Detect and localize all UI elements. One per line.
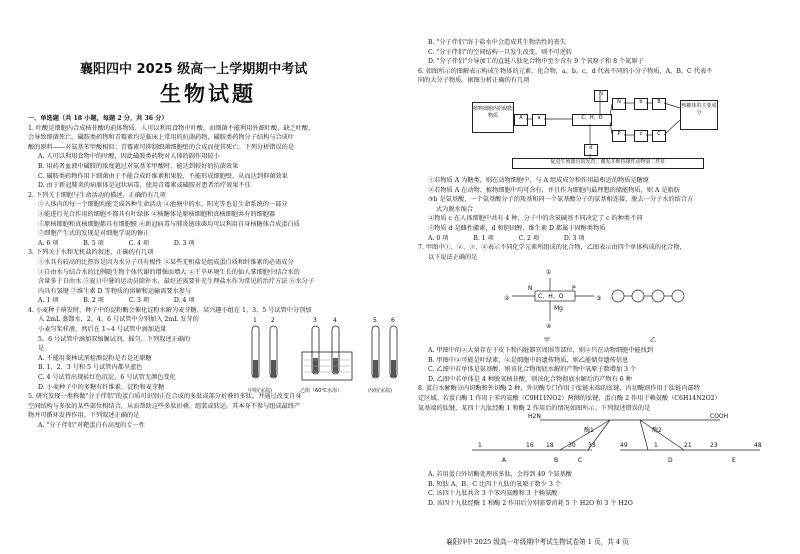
residue-number: 30 <box>568 442 576 449</box>
text-line: 5、6 号试管中滴加双缩脲试剂，摇匀。下列叙述正确的 <box>38 335 191 343</box>
text-line: 入 2mL 蒸馏水，2、4、6 号试管中分别加入 2mL 发芽的 <box>38 316 199 324</box>
text-line: ③b 是氨基酸，一个氨基酸分子的羧基和同一个氨基酸分子的氨基相连接，脱去一分子水的结合方 <box>428 196 694 204</box>
text-line: C. 该四十九肽共含 3 个苯丙氨酸和 3 个赖氨酸 <box>428 490 558 498</box>
right-column-top <box>418 38 788 86</box>
residue-number: 48 <box>754 442 762 449</box>
right-question-list-end <box>418 470 788 508</box>
segment-label: E <box>732 457 736 464</box>
text-line: A. 人可以利用食物中的叶酸，因此磺胺类药物对人体的副作用较小 <box>38 153 220 161</box>
text-line: D. 小麦种子中的多糖有纤维素、淀粉和麦芽糖 <box>38 383 165 391</box>
element-p-box: P <box>612 130 626 142</box>
text-line: C. 磺胺类药物作用下细菌由于不能合成纤维素和果胶，不能形成细胞壁，从而达到抑菌效果 <box>38 172 288 180</box>
text-line: A. 6 项 B. 5 项 C. 4 项 D. 3 项 <box>38 239 195 247</box>
enzyme-1-label: 酶1 <box>584 427 594 434</box>
text-line: 定区域。若蛋白酶 1 作用于苯丙氨酸（C9H11NO2）两侧的肽键，蛋白酶 2 作用于赖氨酸（C6H14N2O2） <box>418 394 721 402</box>
text-line: 8. 蛋白水解酶分内切酶和外切酶 2 种，外切酶专门作用于肽链末端的肽键，内切酶则作用于肽链内部特 <box>418 385 700 393</box>
carboxyl-terminus: COOH <box>710 413 729 420</box>
segment-label: C <box>578 457 583 464</box>
text-line: A. 不能用斐林试剂检测淀粉是否是还原糖 <box>38 354 152 362</box>
chemical-compound-diagram <box>500 266 700 346</box>
tube-label: 1 <box>253 317 257 324</box>
label-yi: 乙 <box>650 337 657 344</box>
text-line: ④物质 c 在人体细胞中共有 4 种，分子中的含氮碱基不同决定了 c 的种类不同 <box>428 215 643 223</box>
group-caption: 甲组(室温) <box>248 388 272 394</box>
text-line: 会导致细菌死亡。磺胺类药物和青霉素均是临床上常用的抗菌药物，磺胺类药物分子结构与合成叶 <box>28 134 295 142</box>
ribosome-box: 核糖体的主要成分 <box>680 100 718 130</box>
text-line: 式为脱水缩合 <box>436 205 474 213</box>
element-mg: Mg <box>554 305 563 312</box>
segment-label: A <box>502 457 507 464</box>
tube-label: 5 <box>373 317 377 324</box>
label-jia: 甲 <box>544 337 551 344</box>
text-line: B. 1、2、3 号和 5 号试管内都呈蓝色 <box>38 364 143 372</box>
right-question-list-top <box>418 38 788 86</box>
tube-label: 2 <box>271 317 275 324</box>
text-line: ③自由水与结合水的比例随生物个体代谢的增强而增大 ④干旱环境生长的仙人掌细胞中结合水的 <box>38 268 300 276</box>
residue-number: 49 <box>620 442 628 449</box>
text-line: 物并可循环发挥作用。下列叙述正确的是 <box>28 412 140 420</box>
text-line: B. "分子伴侣"溶于盐水中会造成其生物活性的丧失 <box>428 39 566 46</box>
text-line: D. 由于新冠肺炎的病原体是冠状病毒，使用青霉素或磺胺对患者治疗效果不佳 <box>38 182 251 190</box>
segment-label: B <box>554 457 559 464</box>
enzyme-2-label: 酶2 <box>652 427 662 434</box>
text-line: 2. 下列关于细胞与生命活动的描述，正确的有几项 <box>28 191 166 199</box>
right-question-list-low <box>418 346 788 413</box>
text-line: 6. 如图所示的图解表示构成生物体的元素、化合物，a、b、c、d 代表不同的小分子物质，A、B、C 代表不 <box>418 67 713 75</box>
text-line: D. "分子伴侣"介导加工的直链八肽化合物中至少含有 9 个氧原子和 8 个氮原子 <box>428 58 644 66</box>
residue-number: 21 <box>684 442 692 449</box>
text-line: 酸的原料——对氨基苯甲酸相似；青霉素可抑制细菌细胞壁的合成而使其死亡。下列分析错误的是 <box>28 143 295 151</box>
hormone-box: 促进生殖器官的发育，激发并维持雄性动物第二性征 <box>512 158 704 169</box>
peptide-cleavage-diagram <box>470 410 770 468</box>
section-heading: 一、单选题（共 18 小题，每题 2 分，共 36 分） <box>28 115 168 122</box>
text-line: ③能进行光合作用的细胞不都具有叶绿体 ④核糖体是原核细胞和真核细胞共有的细胞器 <box>38 210 276 218</box>
b-box: b <box>634 98 648 110</box>
text-line: 内具有氢键 ⑦维生素 D 等物质的溶解和运输需要水参与 <box>38 287 192 295</box>
element-chon-box: C、H、O <box>572 114 612 126</box>
text-line: 3. 下列关于水和无机盐的叙述，正确的有几项 <box>28 249 154 257</box>
plant-storage-box: 植物细胞内的储能物质 <box>472 102 514 133</box>
text-line: A. 0 项 B. 1 项 C. 2 项 D. 3 项 <box>428 234 585 242</box>
text-line: A. 1 项 B. 2 项 C. 3 项 D. 4 项 <box>38 297 195 305</box>
text-line: A. "分子伴侣"对靶蛋白有高度的专一性 <box>38 422 145 429</box>
text-line: C. 乙图中若单体是氨基酸，则该化合物彻底水解的产物中氧原子数增加 3 个 <box>428 366 637 374</box>
subject-title: 生物试题 <box>160 82 256 106</box>
C-box: C <box>652 130 666 142</box>
element-n: N <box>528 285 533 292</box>
right-column-mid <box>418 176 788 262</box>
text-line: 5. 研究发现一类称做"分子伴侣"的蛋白质可识别正在合成的多肽或部分折叠的多肽，并通过改变自身 <box>28 393 302 401</box>
residue-number: 16 <box>526 442 534 449</box>
d-box: d <box>584 144 598 156</box>
residue-number: 1 <box>478 442 482 449</box>
c-box: c <box>634 130 648 142</box>
text-line: 小麦匀浆样液，然后在 1~4 号试管中滴加适量 <box>38 326 167 334</box>
element-compound-diagram <box>472 88 772 170</box>
text-line: ⑤原核细胞和真核细胞都具有细胞膜 ⑥新冠病毒与肺炎链球菌均可以利用自身核糖体合成蛋白质 <box>38 220 300 228</box>
text-line: D. 乙图中若单体是 4 种脱氧核苷酸，则该化合物彻底水解后的产物有 6 种 <box>428 375 632 383</box>
residue-number: 23 <box>710 442 718 449</box>
text-line: B. 短肽 A、B、C 比四十九肽的氧原子数少 3 个 <box>428 480 562 488</box>
text-line: ①人体内的每一个细胞均能完成各种生命活动 ②池塘中的水、阳光等也是生命系统的一部分 <box>38 201 288 209</box>
right-question-list-mid <box>418 176 788 262</box>
exam-title: 襄阳四中 2025 级高一上学期期中考试 <box>80 62 308 77</box>
text-line: 是 <box>38 345 45 353</box>
tube-label: 3 <box>313 317 317 324</box>
element-p: P <box>572 285 576 292</box>
residue-number: 18 <box>546 442 554 449</box>
text-line: ①水具有较高的比热容是因为水分子具有极性 ②某些无机盐是组成蛋白质和纤维素的必需成分 <box>38 258 294 266</box>
text-line: 空间结构与多肽的某些部位相结合，从而帮助这些多肽折叠、组装或转运，其本身不参与组成最终产 <box>28 402 301 410</box>
core-elements: C、H、O <box>538 293 564 300</box>
text-line: B. 甲图中④可能是叶绿素，④是细胞中的遗传物质，则乙能储存遗传信息 <box>428 356 629 364</box>
text-line: A. 甲图中的②大量存在于皮下和内脏器官周围等部位，则②只在动物细胞中能找到 <box>428 347 653 354</box>
text-line: C. "分子伴侣"的空间结构一旦发生改变，则不可逆转 <box>428 48 573 56</box>
right-column-end <box>418 470 788 508</box>
residue-number: 1 <box>654 442 658 449</box>
text-line: C. 4 号试管出现砖红色沉淀，6 号试管无颜色变化 <box>38 374 176 382</box>
right-column-low <box>418 346 788 413</box>
tube-label: 6 <box>391 317 395 324</box>
element-n2-box: N <box>594 90 608 102</box>
text-line: B. 用药者血液中磺胺的浓度越过对氨基苯甲酸时，能达到较好的抗菌效果 <box>38 162 239 170</box>
text-line: 氨基端的肽键，某四十九肽经酶 1 和酶 2 作用后的情况如图所示。下列叙述错误的是 <box>418 404 651 412</box>
segment-label: D <box>668 457 673 464</box>
text-line: ②若物质 A 在动物、植物细胞中均可含有，并且作为细胞内最理想的储能物质，则 A 是脂肪 <box>428 186 680 194</box>
tube-label: 4 <box>333 317 337 324</box>
text-line: 7. 甲图中①、②、③、④表示不同化学元素所组成的化合物，乙图表示由四个单体构成的化合物， <box>418 244 686 252</box>
text-line: 含量多于自由水 ⑤夏日中暑的运动员除补水，最好还需要补充生理盐水作为常见的治疗方法 ⑥水分子 <box>38 278 315 286</box>
element-n-box: N <box>612 98 626 110</box>
page-footer: 襄阳四中 2025 级高一年级期中考试生物试卷第 1 页，共 4 页 <box>446 538 629 546</box>
text-line: ①若物质 A 为糖类，则在动物细胞中，与 A 组成成分和作用最相近的物质是糖原 <box>428 177 649 184</box>
group-caption: 丙组(室温) <box>368 388 392 394</box>
B-box: B <box>652 98 666 110</box>
A-box: A <box>514 114 528 126</box>
group-caption: 乙组（60℃水浴） <box>300 388 342 394</box>
text-line: 4. 小麦种子萌发时，种子中的淀粉酶会催化淀粉水解为麦芽糖。某兴趣小组在 1、3、5 号试管中分别加 <box>28 306 312 314</box>
text-line: 1. 叶酸是细胞内合成核苷酸的前体物质，人可以利用食物中叶酸，而细菌不能利用外源叶酸，缺乏叶酸， <box>28 124 315 132</box>
text-line: 同的大分子物质。据图分析正确的有几项 <box>418 77 530 85</box>
text-line: A. 若用蛋白外切酶处理该多肽，会得到 49 个氨基酸 <box>428 471 572 478</box>
residue-number: 33 <box>588 442 596 449</box>
amino-terminus: H2N <box>528 413 541 420</box>
test-tube-diagram <box>248 312 418 402</box>
compound-1: ① <box>546 269 552 276</box>
compound-4: ④ <box>546 323 552 330</box>
text-line: 以下说法正确的是 <box>428 253 478 261</box>
text-line: ⑦细胞产生式的发现是对细胞学说的修正 <box>38 230 150 238</box>
text-line: ⑤物质 d 是雌性激素，d 和胆固醇、维生素 D 都属于固醇类物质 <box>428 224 606 232</box>
a-box: a <box>532 114 546 126</box>
compound-2: ② <box>504 295 510 302</box>
text-line: D. 该四十九肽经酶 1 和酶 2 作用后分别需要消耗 5 个 H2O 和 3 个 H2O <box>428 499 633 507</box>
compound-3: ③ <box>596 295 602 302</box>
